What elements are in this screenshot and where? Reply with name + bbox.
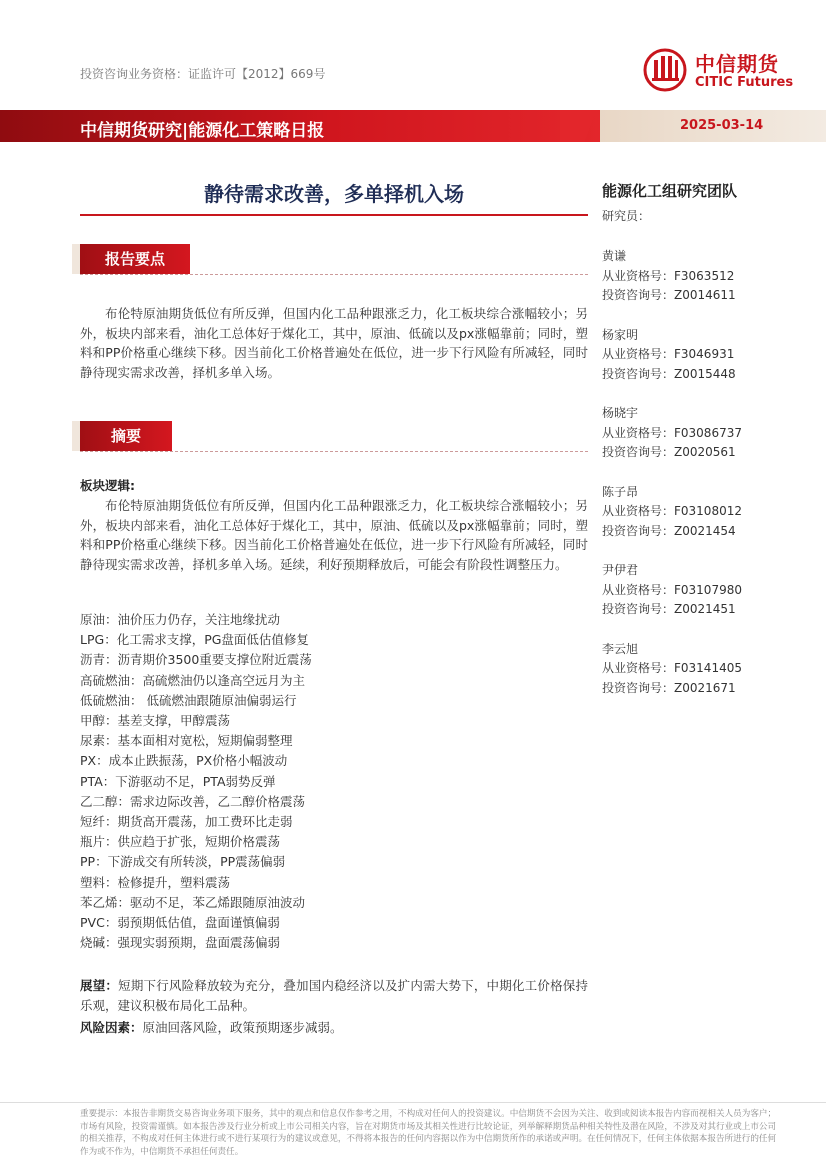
analyst-advisory-id: 投资咨询号：Z0021451 bbox=[602, 602, 736, 616]
list-item: 塑料：检修提升，塑料震荡 bbox=[80, 874, 231, 890]
risk-paragraph bbox=[80, 1018, 588, 1038]
outlook-text: 短期下行风险释放较为充分，叠加国内稳经济以及扩内需大势下，中期化工价格保持乐观，建议积极布局化工品种。 bbox=[80, 978, 588, 1013]
analyst-advisory-id: 投资咨询号：Z0021671 bbox=[602, 680, 736, 695]
risk-label: 风险因素： bbox=[80, 1020, 143, 1035]
title-divider bbox=[80, 214, 588, 216]
analyst-qualification: 从业资格号：F3046931 bbox=[602, 347, 735, 361]
section-heading: 摘要 bbox=[80, 421, 172, 451]
list-item: 沥青：沥青期价3500重要支撑位附近震荡 bbox=[80, 652, 312, 668]
list-item: 短纤：期货高开震荡，加工费环比走弱 bbox=[80, 814, 293, 830]
logic-label: 板块逻辑: bbox=[80, 478, 135, 493]
header-banner bbox=[0, 110, 826, 142]
footer-divider bbox=[0, 1102, 826, 1103]
list-item: 高硫燃油：高硫燃油仍以逢高空远月为主 bbox=[80, 672, 306, 688]
list-item: PTA：下游驱动不足，PTA弱势反弹 bbox=[80, 773, 276, 789]
analyst-qualification: 从业资格号：F03141405 bbox=[602, 661, 742, 675]
analyst-card bbox=[602, 483, 802, 542]
list-item: 原油：油价压力仍存，关注地缘扰动 bbox=[80, 612, 281, 627]
analyst-card bbox=[602, 561, 802, 620]
analyst-name: 李云旭 bbox=[602, 641, 639, 656]
analyst-name: 杨晓宇 bbox=[602, 406, 639, 420]
list-item: PP：下游成交有所转淡，PP震荡偏弱 bbox=[80, 854, 286, 870]
list-item: PX：成本止跌振荡，PX价格小幅波动 bbox=[80, 753, 288, 769]
citic-logo-icon bbox=[643, 48, 687, 92]
analyst-advisory-id: 投资咨询号：Z0020561 bbox=[602, 445, 736, 459]
team-title: 能源化工组研究团队 bbox=[602, 182, 738, 200]
section-summary bbox=[80, 421, 588, 451]
analyst-card bbox=[602, 247, 802, 306]
report-title: 静待需求改善，多单择机入场 bbox=[204, 182, 464, 206]
analyst-qualification: 从业资格号：F3063512 bbox=[602, 268, 735, 283]
analyst-advisory-id: 投资咨询号：Z0014611 bbox=[602, 288, 736, 302]
analyst-qualification: 从业资格号：F03107980 bbox=[602, 582, 742, 597]
report-date: 2025-03-14 bbox=[680, 118, 764, 133]
citic-futures-logo bbox=[643, 46, 808, 96]
list-item: 尿素：基本面相对宽松，短期偏弱整理 bbox=[80, 733, 293, 749]
product-outlook-list bbox=[80, 610, 312, 953]
banner-title: 中信期货研究|能源化工策略日报 bbox=[80, 121, 325, 141]
list-item: 瓶片：供应趋于扩张，短期价格震荡 bbox=[80, 834, 281, 850]
key-points-paragraph: 布伦特原油期货低位有所反弹，但国内化工品种跟涨乏力，化工板块综合涨幅较小；另外，板块内部来看，油化工总体好于煤化工，其中，原油、低硫以及px涨幅靠前；同时，塑料和PP价格重心继续下移。因当前化工价格普遍处在低位，进一步下行风险有所减轻，同时静待现实需求改善，择机多单入场。 bbox=[80, 306, 588, 380]
logic-paragraph: 布伦特原油期货低位有所反弹，但国内化工品种跟涨乏力，化工板块综合涨幅较小；另外，板块内部来看，油化工总体好于煤化工，其中，原油、低硫以及px涨幅靠前；同时，塑料和PP价格重心继续下移。因当前化工价格普遍处在低位，进一步下行风险有所减轻，同时静待现实需求改善，择机多单入场。延续，利好预期释放后，可能会有阶段性调整压力。 bbox=[80, 498, 588, 572]
outlook-paragraph bbox=[80, 976, 588, 1015]
analyst-card bbox=[602, 326, 802, 385]
section-heading: 报告要点 bbox=[80, 244, 190, 274]
license-text: 投资咨询业务资格：证监许可【2012】669号 bbox=[80, 67, 326, 81]
list-item: 甲醇：基差支撑，甲醇震荡 bbox=[80, 713, 231, 729]
list-item: 乙二醇：需求边际改善，乙二醇价格震荡 bbox=[80, 793, 306, 809]
logo-english-text: CITIC Futures bbox=[695, 75, 794, 90]
analyst-qualification: 从业资格号：F03086737 bbox=[602, 425, 742, 440]
list-item: PVC：弱预期低估值，盘面谨慎偏弱 bbox=[80, 915, 280, 931]
analyst-advisory-id: 投资咨询号：Z0015448 bbox=[602, 366, 736, 381]
research-team-sidebar bbox=[602, 180, 802, 698]
analyst-name: 尹伊君 bbox=[602, 563, 639, 577]
logo-chinese-text: 中信期货 bbox=[695, 52, 779, 76]
researcher-label: 研究员： bbox=[602, 209, 651, 223]
list-item: 低硫燃油： 低硫燃油跟随原油偏弱运行 bbox=[80, 692, 297, 708]
analyst-advisory-id: 投资咨询号：Z0021454 bbox=[602, 523, 736, 538]
analyst-name: 杨家明 bbox=[602, 327, 639, 342]
list-item: 苯乙烯：驱动不足，苯乙烯跟随原油波动 bbox=[80, 894, 306, 910]
risk-text: 原油回落风险，政策预期逐步减弱。 bbox=[142, 1020, 343, 1035]
outlook-label: 展望： bbox=[80, 978, 119, 993]
analyst-card bbox=[602, 404, 802, 463]
section-key-points bbox=[80, 244, 588, 274]
list-item: LPG：化工需求支撑，PG盘面低估值修复 bbox=[80, 632, 309, 648]
list-item: 烧碱：强现实弱预期，盘面震荡偏弱 bbox=[80, 935, 281, 951]
analyst-card bbox=[602, 640, 802, 699]
analyst-name: 陈子昂 bbox=[602, 484, 639, 499]
disclaimer-text: 重要提示：本报告非期货交易咨询业务项下服务，其中的观点和信息仅作参考之用，不构成对任何人的投资建议。中信期货不会因为关注、收到或阅读本报告内容而视相关人员为客户；市场有风险，投资需谨慎。如本报告涉及行业分析或上市公司相关内容，旨在对期货市场及其相关性进行比较论证，列举解释期货品种相关特性及潜在风险，不涉及对其行业或上市公司的相关推荐，不构成对任何主体进行或不进行某项行为的建议或意见，不得将本报告的任何内容据以作为中信期货所作的承诺或声明。在任何情况下，任何主体依据本报告所进行的任何作为或不作为，中信期货不承担任何责任。 bbox=[80, 1109, 777, 1157]
analyst-name: 黄谦 bbox=[602, 249, 627, 263]
analyst-qualification: 从业资格号：F03108012 bbox=[602, 504, 742, 518]
